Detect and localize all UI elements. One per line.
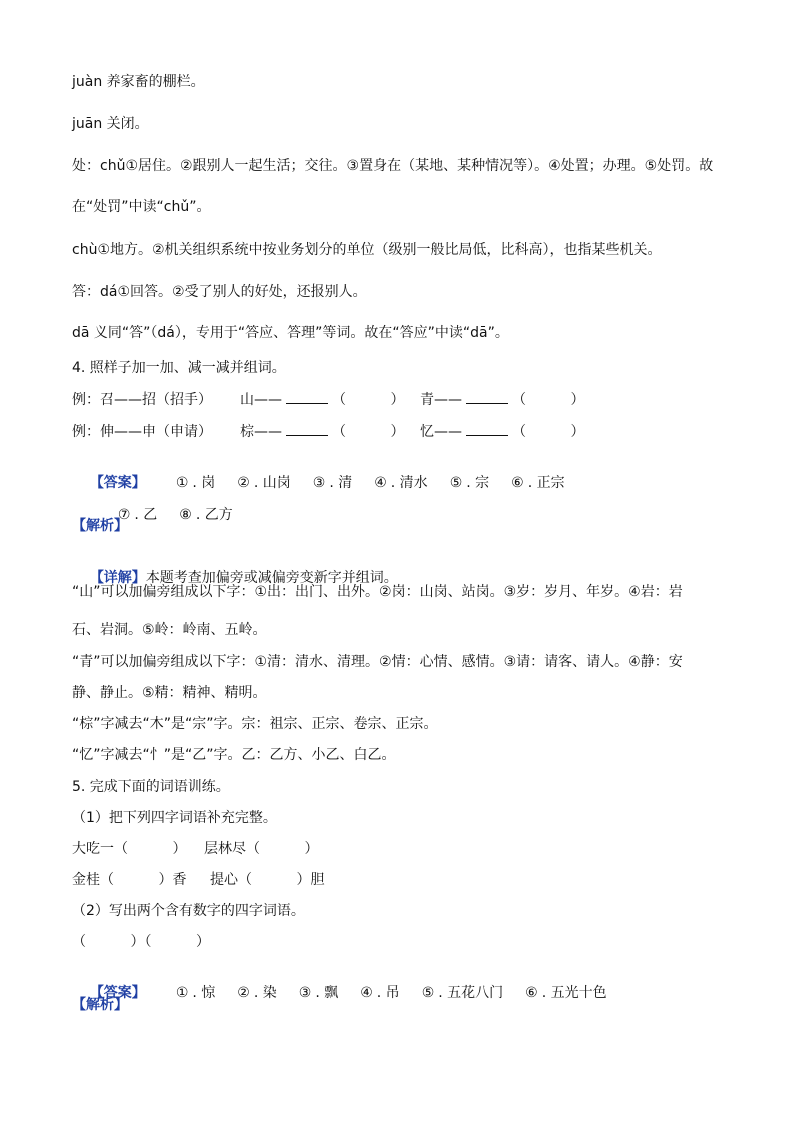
- q4-item-char: 山——: [240, 392, 282, 408]
- q4-answer-row-2: [100, 485, 255, 545]
- answer-text: . 惊: [192, 985, 216, 1001]
- detail-label: 【详解】: [89, 570, 146, 586]
- text-line: juàn 养家畜的棚栏。: [72, 74, 205, 90]
- q4-row-2: [72, 422, 585, 442]
- question-4-title: 4. 照样子加一加、减一减并组词。: [72, 360, 286, 376]
- text-line: 处：chǔ①居住。②跟别人一起生活；交往。③置身在（某地、某种情况等）。④处置；办理。⑤处罚。故: [72, 158, 714, 174]
- answer-number: ⑦: [117, 507, 131, 523]
- q4-row-1: [72, 390, 585, 410]
- text-line: “忆”字减去“忄”是“乙”字。乙：乙方、小乙、白乙。: [72, 747, 396, 763]
- answer-number: ①: [175, 475, 189, 491]
- q4-item: [420, 390, 585, 410]
- q5-answer-row: [72, 963, 629, 1023]
- q4-example: 例：伸——申（申请）: [72, 424, 212, 440]
- idiom-item: 提心（ ）胆: [210, 872, 325, 888]
- answer-text: . 山岗: [253, 475, 291, 491]
- answer-item: [313, 475, 352, 491]
- blank-row: （ ）（ ）: [72, 934, 211, 950]
- q4-item-char: 棕——: [240, 424, 282, 440]
- idiom-item: 大吃一（ ）: [72, 841, 187, 857]
- answer-item: [299, 985, 338, 1001]
- fill-blank: [466, 391, 508, 404]
- answer-text: . 宗: [466, 475, 490, 491]
- answer-number: ②: [237, 985, 250, 1001]
- paren-blank: （ ）: [332, 424, 405, 440]
- q4-item-char: 青——: [420, 392, 462, 408]
- q4-example: 例：召——招（招手）: [72, 392, 212, 408]
- answer-item: [374, 475, 427, 491]
- paren-blank: （ ）: [512, 392, 585, 408]
- answer-label: 【答案】: [89, 475, 146, 491]
- answer-text: . 飘: [315, 985, 339, 1001]
- fill-blank: [286, 423, 328, 436]
- answer-text: . 清水: [390, 475, 428, 491]
- answer-number: ④: [374, 475, 387, 491]
- answer-number: ⑧: [179, 507, 192, 523]
- answer-number: ⑤: [449, 475, 463, 491]
- answer-text: . 正宗: [527, 475, 565, 491]
- answer-item: [422, 985, 503, 1001]
- analysis-label: 【解析】: [72, 997, 128, 1013]
- q4-item-char: 忆——: [420, 424, 462, 440]
- text-line: “棕”字减去“木”是“宗”字。宗：祖宗、正宗、卷宗、正宗。: [72, 716, 438, 732]
- idiom-item: 层林尽（ ）: [204, 841, 319, 857]
- q4-item: [240, 390, 420, 410]
- answer-number: ④: [360, 985, 373, 1001]
- answer-label: 【答案】: [89, 985, 146, 1001]
- paren-blank: （ ）: [512, 424, 585, 440]
- text-line: 在“处罚”中读“chǔ”。: [72, 199, 211, 215]
- answer-text: . 岗: [192, 475, 216, 491]
- detail-text: 本题考查加偏旁或减偏旁变新字并组词。: [145, 570, 398, 586]
- q5-sub-1: （1）把下列四字词语补充完整。: [72, 810, 277, 826]
- idiom-item: 金桂（ ）香: [72, 872, 187, 888]
- answer-number: ⑤: [421, 985, 435, 1001]
- answer-item: [450, 475, 489, 491]
- text-line: “山”可以加偏旁组成以下字：①出：出门、出外。②岗：山岗、站岗。③岁：岁月、年岁。④岩：岩: [72, 584, 683, 600]
- answer-text: . 五光十色: [541, 985, 607, 1001]
- answer-text: . 乙: [134, 507, 158, 523]
- answer-text: . 染: [253, 985, 277, 1001]
- answer-text: . 五花八门: [438, 985, 504, 1001]
- text-line: “青”可以加偏旁组成以下字：①清：清水、清理。②情：心情、感情。③请：请客、请人。④静：安: [72, 654, 683, 670]
- q5-row-1: [72, 839, 319, 859]
- answer-item: [176, 985, 215, 1001]
- fill-blank: [466, 423, 508, 436]
- answer-text: . 吊: [376, 985, 400, 1001]
- text-line: dā 义同“答”（dá），专用于“答应、答理”等词。故在“答应”中读“dā”。: [72, 325, 509, 341]
- q4-item: [420, 422, 585, 442]
- answer-list: [118, 507, 255, 523]
- answer-number: ⑥: [511, 475, 524, 491]
- answer-item: [360, 985, 399, 1001]
- question-5-title: 5. 完成下面的词语训练。: [72, 779, 230, 795]
- answer-number: ③: [312, 475, 326, 491]
- fill-blank: [286, 391, 328, 404]
- q5-row-2: [72, 870, 325, 890]
- q4-item: [240, 422, 420, 442]
- answer-text: . 乙方: [195, 507, 233, 523]
- answer-number: ③: [298, 985, 312, 1001]
- text-line: 静、静止。⑤精：精神、精明。: [72, 685, 267, 701]
- answer-number: ②: [237, 475, 250, 491]
- q5-sub-2: （2）写出两个含有数字的四字词语。: [72, 903, 305, 919]
- analysis-label: 【解析】: [72, 518, 128, 534]
- text-line: 石、岩洞。⑤岭：岭南、五岭。: [72, 622, 267, 638]
- text-line: chù①地方。②机关组织系统中按业务划分的单位（级别一般比局低，比科高），也指某些机关。: [72, 242, 662, 258]
- answer-item: [511, 475, 564, 491]
- answer-number: ①: [175, 985, 189, 1001]
- answer-number: ⑥: [525, 985, 538, 1001]
- answer-list: [176, 985, 629, 1001]
- answer-text: . 清: [329, 475, 353, 491]
- text-line: juān 关闭。: [72, 116, 149, 132]
- paren-blank: （ ）: [332, 392, 405, 408]
- answer-item: [179, 507, 232, 523]
- text-line: 答：dá①回答。②受了别人的好处，还报别人。: [72, 284, 367, 300]
- answer-item: [525, 985, 606, 1001]
- answer-item: [237, 985, 276, 1001]
